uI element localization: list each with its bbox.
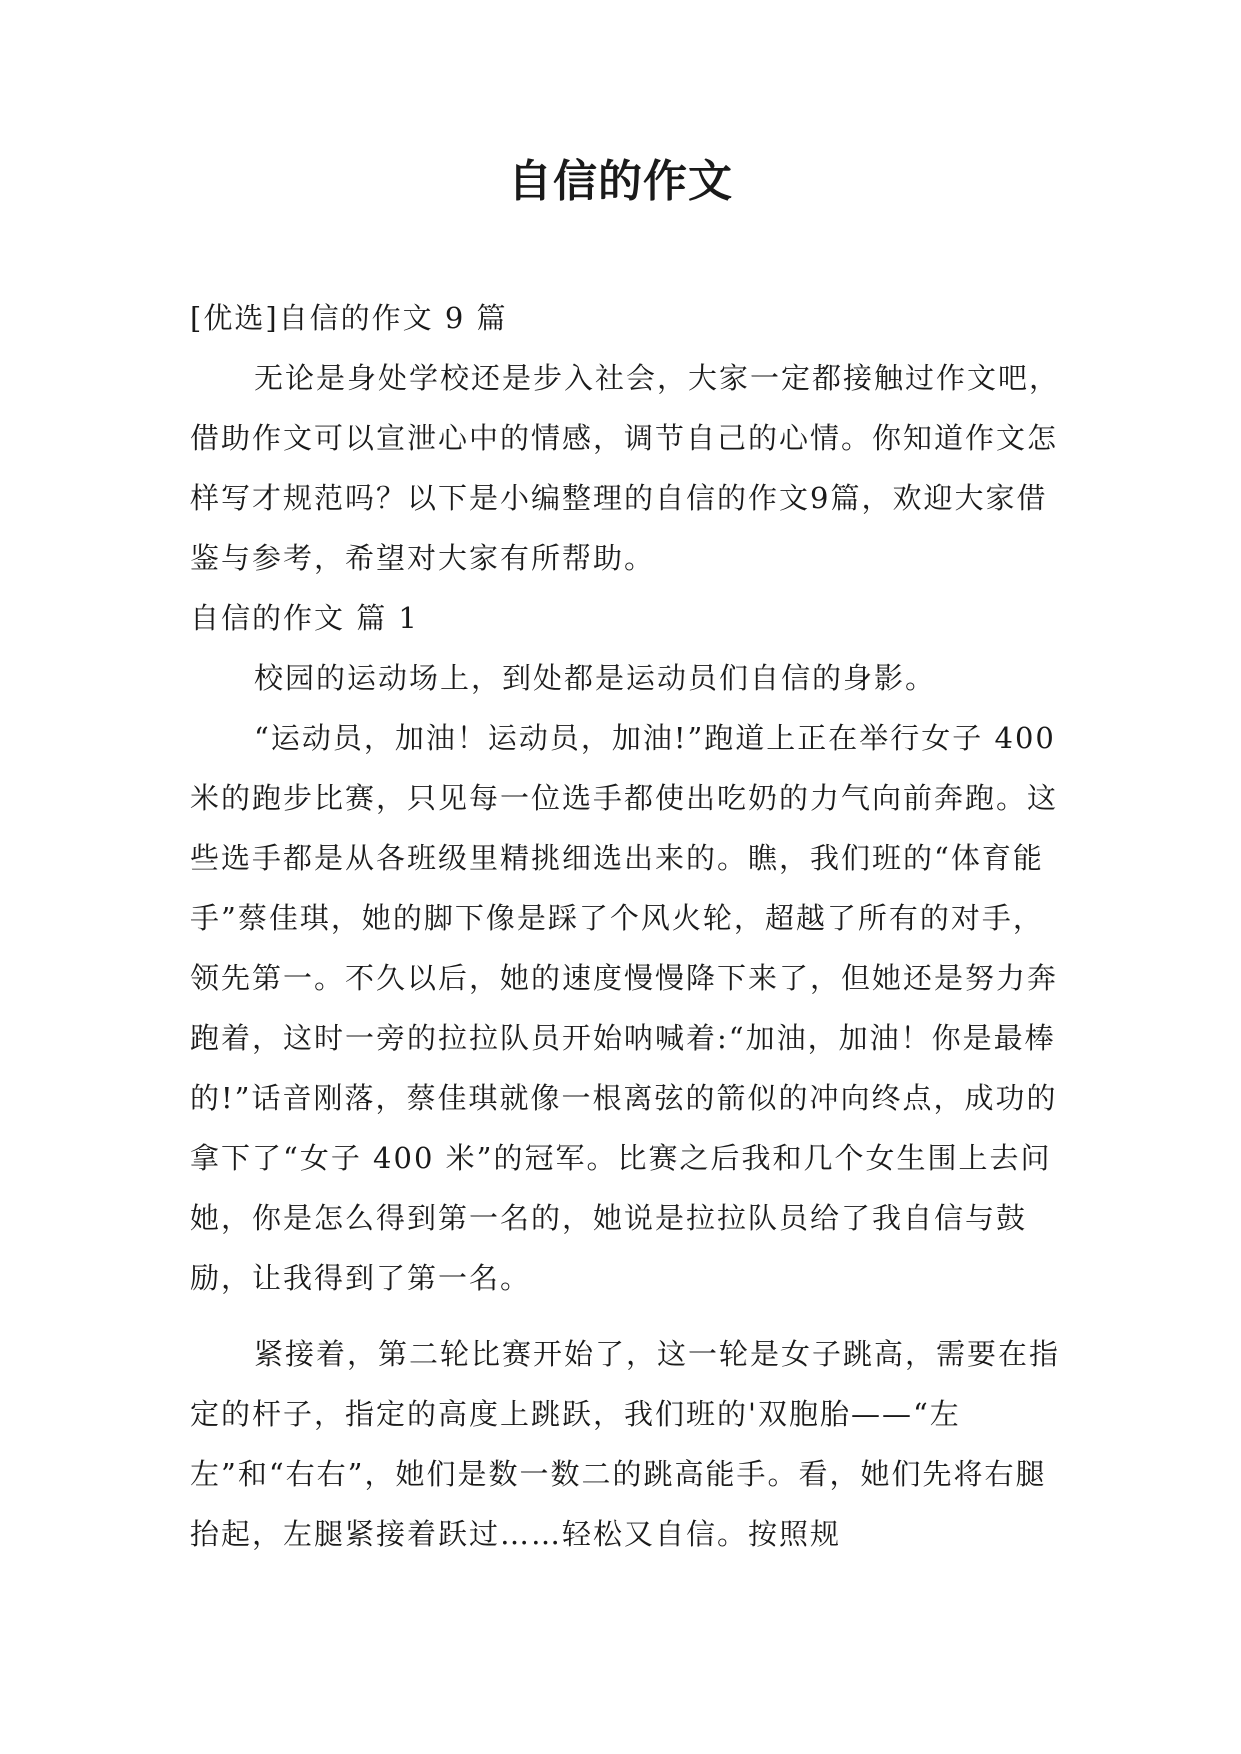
document-body xyxy=(190,288,1060,1564)
body-paragraph-2: “运动员，加油！运动员，加油!”跑道上正在举行女子 400 米的跑步比赛，只见每一位选手都使出吃奶的力气向前奔跑。这些选手都是从各班级里精挑细选出来的。瞧，我们班的“体育能手”蔡佳琪，她的脚下像是踩了个风火轮，超越了所有的对手，领先第一。不久以后，她的速度慢慢降下来了，但她还是努力奔跑着，这时一旁的拉拉队员开始呐喊着:“加油，加油！你是最棒的!”话音刚落，蔡佳琪就像一根离弦的箭似的冲向终点，成功的拿下了“女子 400 米”的冠军。比赛之后我和几个女生围上去问她，你是怎么得到第一名的，她说是拉拉队员给了我自信与鼓励，让我得到了第一名。 xyxy=(190,721,1059,1295)
document-title: 自信的作文 xyxy=(508,156,733,207)
section-heading: 自信的作文 篇 1 xyxy=(190,601,419,635)
intro-paragraph: 无论是身处学校还是步入社会，大家一定都接触过作文吧，借助作文可以宣泄心中的情感，调节自己的心情。你知道作文怎样写才规范吗？以下是小编整理的自信的作文9篇，欢迎大家借鉴与参考，希望对大家有所帮助。 xyxy=(190,361,1061,575)
body-paragraph-1: 校园的运动场上，到处都是运动员们自信的身影。 xyxy=(254,661,937,695)
body-paragraph-3: 紧接着，第二轮比赛开始了，这一轮是女子跳高，需要在指定的杆子，指定的高度上跳跃，我们班的'双胞胎——“左左”和“右右”，她们是数一数二的跳高能手。看，她们先将右腿抬起，左腿紧接着跃过……轻松又自信。按照规 xyxy=(190,1337,1061,1551)
document-subtitle: [优选]自信的作文 9 篇 xyxy=(190,301,508,335)
